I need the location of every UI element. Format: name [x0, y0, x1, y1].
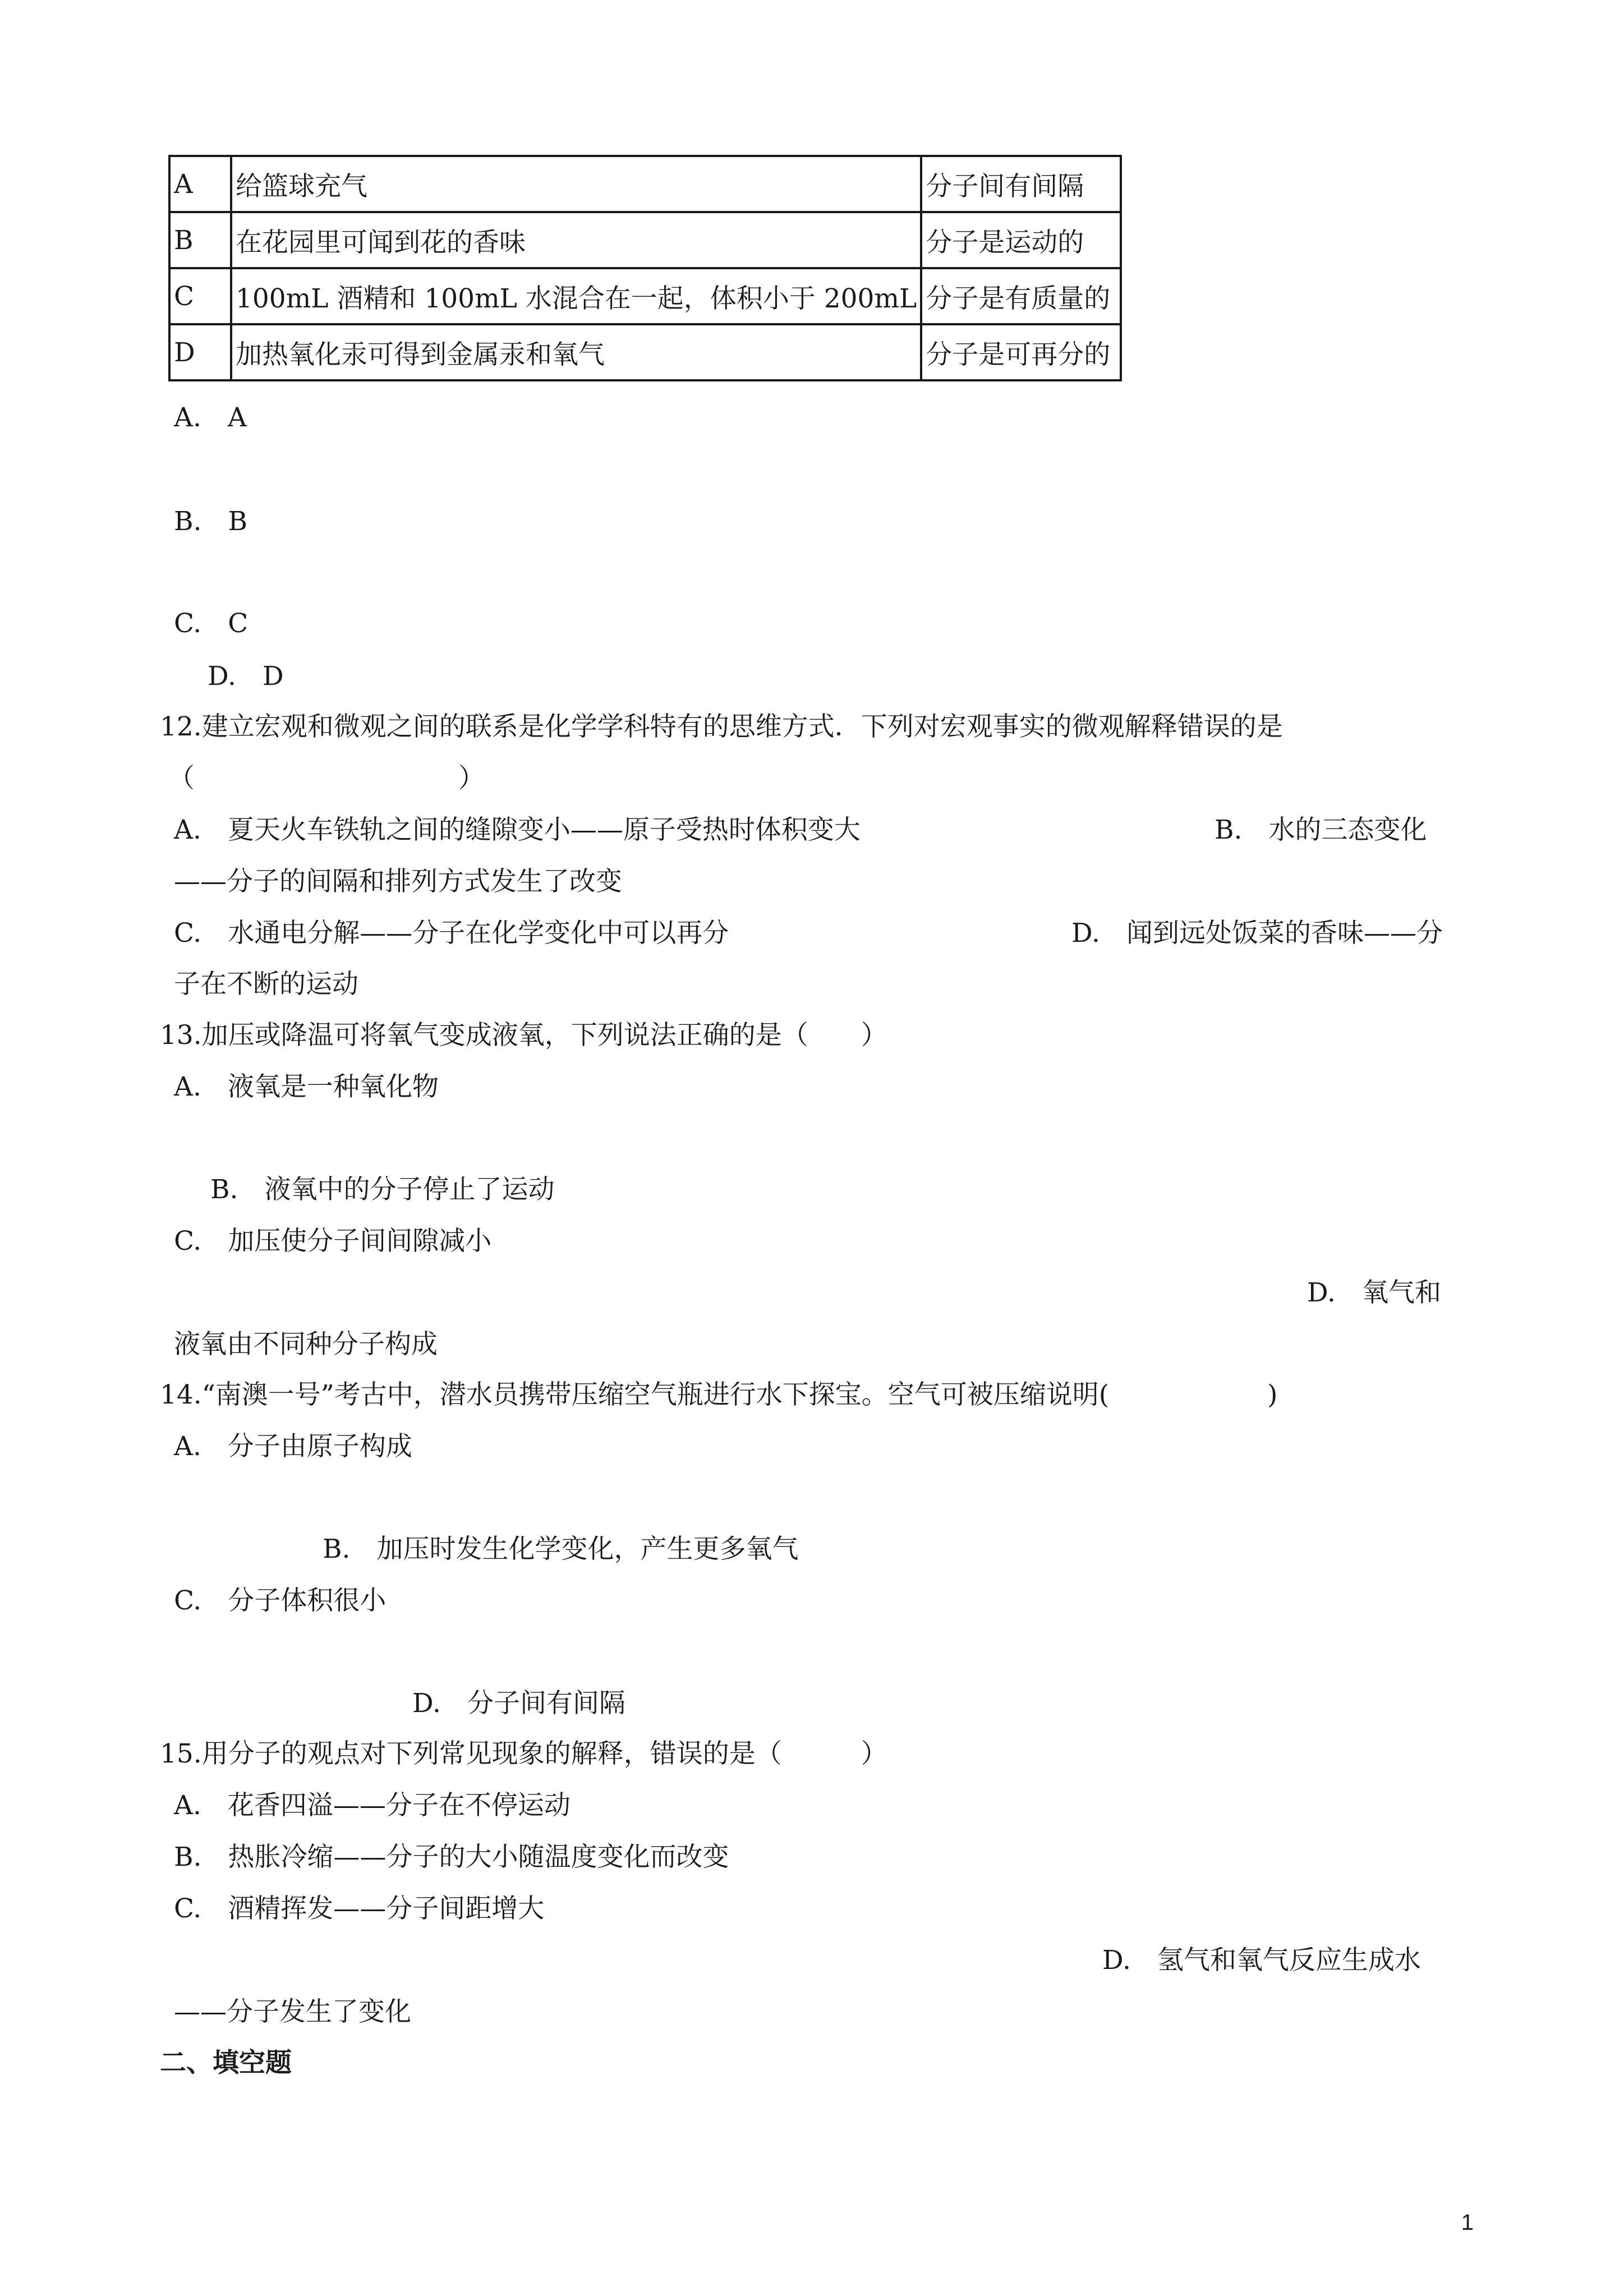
q12-option-d[interactable]: D. 闻到远处饭菜的香味——分: [1071, 918, 1443, 949]
table-row: [169, 268, 1121, 324]
q14-stem: 14.“南澳一号”考古中，潜水员携带压缩空气瓶进行水下探宝。空气可被压缩说明( ): [160, 1379, 1278, 1410]
q14-option-b[interactable]: B. 加压时发生化学变化，产生更多氧气: [323, 1534, 799, 1565]
row-letter: C: [169, 268, 231, 324]
row-explanation: 分子是运动的: [921, 212, 1121, 268]
table-row: [169, 212, 1121, 268]
q11-option-d[interactable]: D. D: [208, 661, 284, 692]
row-letter: B: [169, 212, 231, 268]
q13-option-d[interactable]: D. 氧气和: [1307, 1277, 1441, 1308]
row-phenomenon: 加热氧化汞可得到金属汞和氧气: [231, 324, 921, 380]
q11-option-a[interactable]: A. A: [174, 402, 247, 433]
table-row: [169, 156, 1121, 212]
row-phenomenon: 在花园里可闻到花的香味: [231, 212, 921, 268]
row-letter: D: [169, 324, 231, 380]
q13-option-c[interactable]: C. 加压使分子间间隙减小: [174, 1226, 492, 1257]
q13-option-a[interactable]: A. 液氧是一种氧化物: [174, 1071, 439, 1102]
q13-option-b[interactable]: B. 液氧中的分子停止了运动: [210, 1174, 555, 1205]
question-table: [168, 155, 1122, 381]
row-letter: A: [169, 156, 231, 212]
page-number: 1: [1461, 2210, 1474, 2235]
q15-option-d-continued: ——分子发生了变化: [174, 1996, 411, 2027]
q14-option-d[interactable]: D. 分子间有间隔: [412, 1688, 625, 1719]
q15-option-b[interactable]: B. 热胀冷缩——分子的大小随温度变化而改变: [174, 1842, 729, 1872]
row-phenomenon: 给篮球充气: [231, 156, 921, 212]
row-phenomenon: 100mL 酒精和 100mL 水混合在一起，体积小于 200mL: [231, 268, 921, 324]
q11-option-b[interactable]: B. B: [174, 506, 248, 537]
q11-option-c[interactable]: C. C: [174, 608, 249, 639]
row-explanation: 分子是有质量的: [921, 268, 1121, 324]
section-heading: 二、填空题: [160, 2047, 292, 2078]
q12-stem: 12.建立宏观和微观之间的联系是化学学科特有的思维方式．下列对宏观事实的微观解释错误的是: [160, 711, 1283, 742]
q14-option-c[interactable]: C. 分子体积很小: [174, 1585, 387, 1616]
q12-option-b-continued: ——分子的间隔和排列方式发生了改变: [174, 866, 622, 897]
q13-stem: 13.加压或降温可将氧气变成液氧，下列说法正确的是（ ）: [160, 1020, 887, 1051]
q12-option-c[interactable]: C. 水通电分解——分子在化学变化中可以再分: [174, 918, 729, 949]
q12-option-b[interactable]: B. 水的三态变化: [1214, 815, 1427, 845]
q12-answer-paren: （ ）: [168, 763, 485, 794]
q15-option-d[interactable]: D. 氢气和氧气反应生成水: [1102, 1945, 1421, 1976]
q15-option-a[interactable]: A. 花香四溢——分子在不停运动: [174, 1790, 571, 1821]
q12-option-a[interactable]: A. 夏天火车铁轨之间的缝隙变小——原子受热时体积变大: [174, 815, 861, 845]
q13-option-d-continued: 液氧由不同种分子构成: [174, 1329, 438, 1360]
q12-option-d-continued: 子在不断的运动: [174, 969, 358, 1000]
table-row: [169, 324, 1121, 380]
q15-option-c[interactable]: C. 酒精挥发——分子间距增大: [174, 1893, 545, 1924]
row-explanation: 分子是可再分的: [921, 324, 1121, 380]
q14-option-a[interactable]: A. 分子由原子构成: [174, 1431, 412, 1462]
q15-stem: 15.用分子的观点对下列常见现象的解释，错误的是（ ）: [160, 1738, 887, 1769]
row-explanation: 分子间有间隔: [921, 156, 1121, 212]
